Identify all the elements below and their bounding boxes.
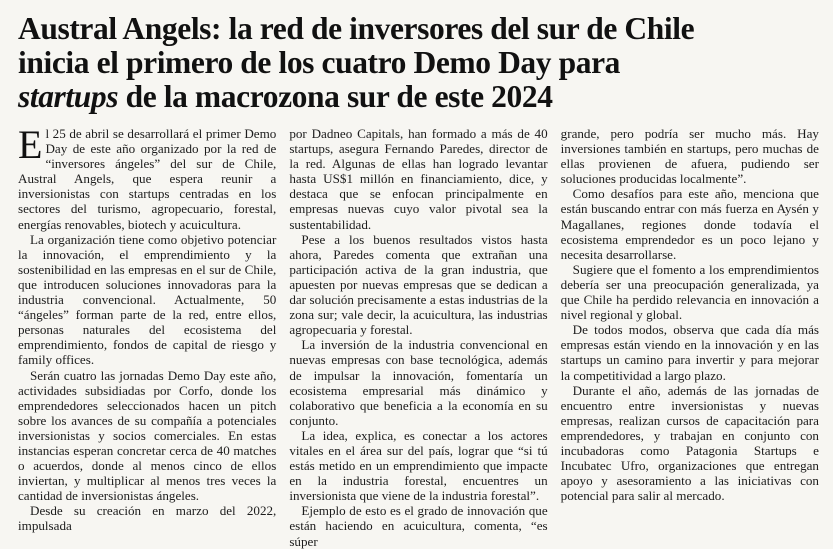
headline	[18, 12, 819, 114]
headline-line-3-rest: de la macrozona sur de este 2024	[118, 79, 553, 114]
paragraph: Serán cuatro las jornadas Demo Day este año, actividades subsidiadas por Corfo, donde los emprendedores seleccionados hacen un pitch sobre los avances de su compañía a potenciales inversionistas y socios comerciales. En estas instancias esperan concretar cerca de 40 matches o acuerdos, donde al menos cinco de ellos inviertan, y multiplicar al menos tres veces la cantidad de inversionistas ángeles.	[18, 367, 277, 504]
headline-line-2: inicia el primero de los cuatro Demo Day para	[18, 45, 621, 80]
drop-cap: E	[18, 122, 43, 167]
headline-italic-word: startups	[18, 79, 119, 114]
paragraph: grande, pero podría ser mucho más. Hay inversiones también en startups, pero muchas de ellas provienen de afuera, pudiendo ser soluciones producidas localmente”.	[560, 126, 819, 187]
paragraph: La inversión de la industria convencional en nuevas empresas con base tecnológica, además de impulsar la innovación, fomentaría un ecosistema empresarial más dinámico y colaborativo que beneficia a la economía en su conjunto.	[289, 337, 548, 428]
paragraph: Como desafíos para este año, menciona que están buscando entrar con más fuerza en Aysén y Magallanes, regiones donde todavía el ecosistema emprendedor es un poco lejano y necesita desarrollarse.	[560, 186, 819, 262]
paragraph: La idea, explica, es conectar a los actores vitales en el área sur del país, lograr que “si tú estás metido en un emprendimiento que impacte en la industria forestal, encuentres un inversionista que viene de la industria forestal”.	[289, 427, 548, 504]
paragraph: Sugiere que el fomento a los emprendimientos debería ser una preocupación generalizada, ya que Chile ha perdido relevancia en innovación a nivel regional y global.	[560, 261, 819, 323]
column-3	[561, 126, 819, 503]
paragraph: Pese a los buenos resultados vistos hasta ahora, Paredes comenta que extrañan una participación activa de la gran industria, que apuesten por nuevas empresas que se dedican a dar solución precisamente a estas industrias de la zona sur; vale decir, la acuicultura, las industrias agropecuaria y forestal.	[289, 231, 548, 338]
paragraph: De todos modos, observa que cada día más empresas están viendo en la innovación y en las startups un camino para invertir y para mejorar la competitividad a largo plazo.	[560, 322, 819, 383]
paragraph: La organización tiene como objetivo potenciar la innovación, el emprendimiento y la sostenibilidad en las empresas en el sur de Chile, que introducen soluciones innovadoras para la industria convencional. Actualmente, 50 “ángeles” forman parte de la red, entre ellos, personas naturales del ecosistema del emprendimiento, fondos de capital de riesgo y family offices.	[18, 231, 277, 368]
paragraph: Desde su creación en marzo del 2022, impulsada	[18, 503, 277, 534]
article-body	[18, 122, 819, 549]
headline-line-3	[18, 80, 819, 114]
paragraph: El 25 de abril se desarrollará el primer Demo Day de este año organizado por la red de “inversores ángeles” del sur de Chile, Austral Angels, que espera reunir a inversionistas con startups centradas en los sectores del turismo, agropecuario, forestal, energías renovables, biotech y acuicultura.	[18, 122, 277, 232]
headline-line-1: Austral Angels: la red de inversores del sur de Chile	[18, 11, 695, 46]
column-1	[18, 122, 277, 534]
paragraph: Ejemplo de esto es el grado de innovación que están haciendo en acuicultura, comenta, “es súper	[289, 503, 548, 549]
paragraph: Durante el año, además de las jornadas de encuentro entre inversionistas y nuevas empresas, realizan cursos de capacitación para emprendedores, y trabajan en conjunto con incubadoras como Patagonia Startups e Incubatec Ufro, organizaciones que entregan apoyo y asesoramiento a las iniciativas con potencial para salir al mercado.	[560, 382, 819, 504]
column-2	[289, 126, 548, 549]
paragraph: por Dadneo Capitals, han formado a más de 40 startups, asegura Fernando Paredes, director de la red. Algunas de ellas han logrado levantar hasta US$1 millón en financiamiento, dice, y destaca que se enfocan principalmente en empresas nuevas cuyo valor pivotal sea la sustentabilidad.	[289, 126, 548, 232]
